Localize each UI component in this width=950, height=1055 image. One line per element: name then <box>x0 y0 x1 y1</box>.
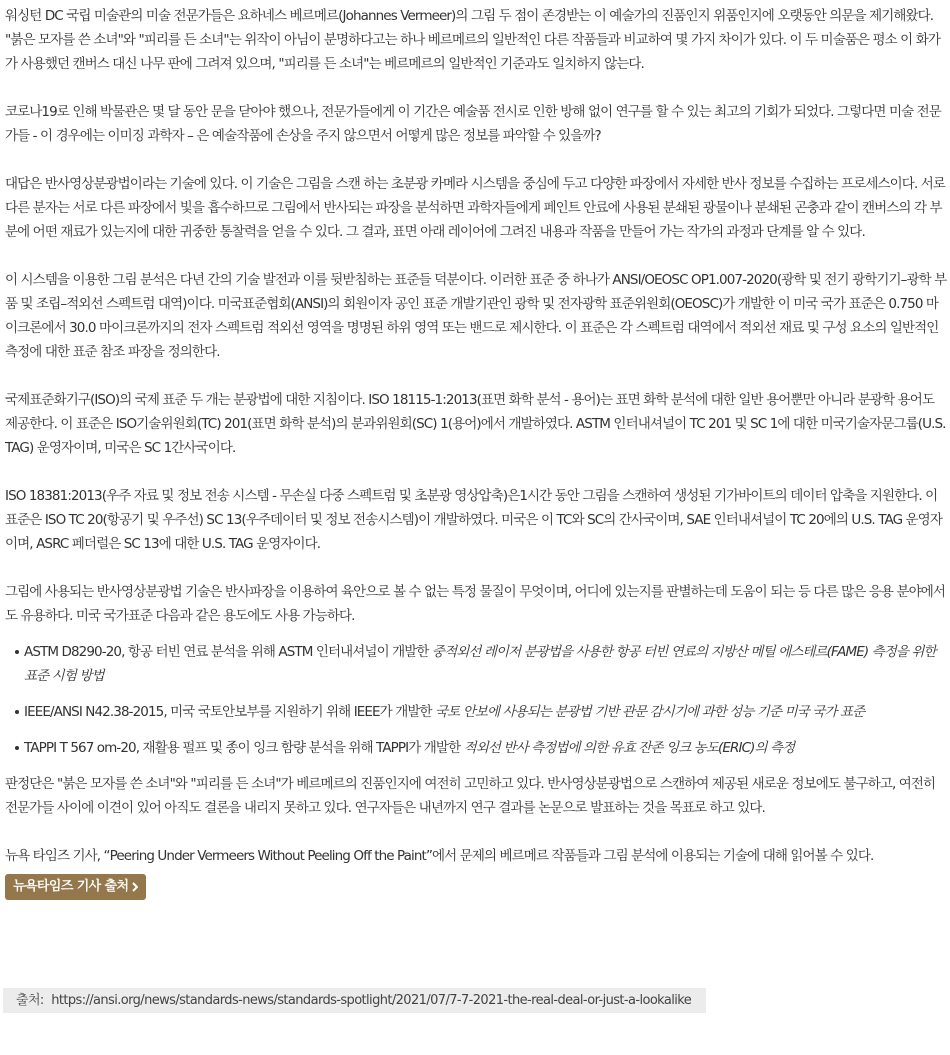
list-item-prefix: TAPPI T 567 om-20, 재활용 펄프 및 종이 잉크 함량 분석을 위해 TAPPI가 개발한 <box>24 740 464 756</box>
paragraph-ansi-standard: 이 시스템을 이용한 그림 분석은 다년 간의 기술 발전과 이를 뒷받침하는 표준들 덕분이다. 이러한 표준 중 하나가 ANSI/OEOSC OP1.007-2020(광학 및 전기 광학기기–광학 부품 및 조립–적외선 스펙트럼 대역)이다. 미국표준협회(ANSI)의 회원이자 공인 표준 개발기관인 광학 및 전자광학 표준위원회(OEOSC)가 개발한 이 미국 국가 표준은 0.750 마이크론에서 30.0 마이크론까지의 전자 스펙트럼 적외선 영역을 명명된 하위 영역 또는 밴드로 제시한다. 이 표준은 각 스펙트럼 대역에서 적외선 재료 및 구성 요소의 일반적인 측정에 대한 표준 참조 파장을 정의한다. <box>5 272 947 360</box>
paragraph-iso-18381: ISO 18381:2013(우주 자료 및 정보 전송 시스템 - 무손실 다중 스펙트럼 및 초분광 영상압축)은1시간 동안 그림을 스캔하여 생성된 기가바이트의 데이터 압축을 지원한다. 이 표준은 ISO TC 20(항공기 및 우주선) SC 13(우주데이터 및 정보 전송시스템)이 개발하였다. 미국은 이 TC와 SC의 간사국이며, SAE 인터내셔널이 TC 20에의 U.S. TAG 운영자이며, ASRC 페더럴은 SC 13에 대한 U.S. TAG 운영자이다. <box>5 488 942 552</box>
paragraph-technique: 대답은 반사영상분광법이라는 기술에 있다. 이 기술은 그림을 스캔 하는 초분광 카메라 시스템을 중심에 두고 다양한 파장에서 자세한 반사 정보를 수집하는 프로세스이다. 서로 다른 분자는 서로 다른 파장에서 빛을 흡수하므로 그림에서 반사되는 파장을 분석하면 과학자들에게 페인트 안료에 사용된 분쇄된 광물이나 분쇄된 곤충과 같이 캔버스의 각 부분에 어떤 재료가 있는지에 대한 귀중한 통찰력을 얻을 수 있다. 그 결과, 표면 아래 레이어에 그려진 내용과 작품을 만들어 가는 작가의 과정과 단계를 알 수 있다. <box>5 176 946 240</box>
article-body <box>5 4 949 900</box>
paragraph-applications: 그림에 사용되는 반사영상분광법 기술은 반사파장을 이용하여 육안으로 볼 수 없는 특정 물질이 무엇이며, 어디에 있는지를 판별하는데 도움이 되는 등 다른 많은 응용 분야에서도 유용하다. 미국 국가표준 다음과 같은 용도에도 사용 가능하다. <box>5 584 946 624</box>
source-citation <box>3 988 706 1013</box>
source-label: 출처: <box>16 993 44 1008</box>
list-item <box>15 700 949 724</box>
list-item <box>15 640 949 688</box>
chevron-right-icon <box>132 882 138 892</box>
nyt-source-button-label: 뉴욕타임즈 기사 출처 <box>13 879 129 894</box>
nyt-source-button[interactable] <box>5 874 146 900</box>
list-item <box>15 736 949 760</box>
list-item-title: 국토 안보에 사용되는 분광법 기반 관문 감시기에 과한 성능 기준 미국 국가 표준 <box>435 704 865 720</box>
paragraph-iso-standards: 국제표준화기구(ISO)의 국제 표준 두 개는 분광법에 대한 지침이다. ISO 18115-1:2013(표면 화학 분석 - 용어)는 표면 화학 분석에 대한 일반 용어뿐만 아니라 분광학 용어도 제공한다. 이 표준은 ISO기술위원회(TC) 201(표면 화학 분석)의 분과위원회(SC) 1(용어)에서 개발하였다. ASTM 인터내셔널이 TC 201 및 SC 1에 대한 미국기술자문그룹(U.S. TAG) 운영자이며, 미국은 SC 1간사국이다. <box>5 392 946 456</box>
standards-list <box>5 640 949 760</box>
paragraph-verdict: 판정단은 "붉은 모자를 쓴 소녀"와 "피리를 든 소녀"가 베르메르의 진품인지에 여전히 고민하고 있다. 반사영상분광법으로 스캔하여 제공된 새로운 정보에도 불구하고, 여전히 전문가들 사이에 이견이 있어 아직도 결론을 내리지 못하고 있다. 연구자들은 내년까지 연구 결과를 논문으로 발표하는 것을 목표로 하고 있다. <box>5 776 936 816</box>
list-item-prefix: IEEE/ANSI N42.38-2015, 미국 국토안보부를 지원하기 위해 IEEE가 개발한 <box>24 704 436 720</box>
paragraph-covid: 코로나19로 인해 박물관은 몇 달 동안 문을 닫아야 했으나, 전문가들에게 이 기간은 예술품 전시로 인한 방해 없이 연구를 할 수 있는 최고의 기회가 되었다. 그렇다면 미술 전문가들 - 이 경우에는 이미징 과학자 – 은 예술작품에 손상을 주지 않으면서 어떻게 많은 정보를 파악할 수 있을까? <box>5 104 941 144</box>
list-item-title: 적외선 반사 측정법에 의한 유효 잔존 잉크 농도(ERIC)의 측정 <box>463 740 795 756</box>
paragraph-intro: 워싱턴 DC 국립 미술관의 미술 전문가들은 요하네스 베르메르(Johannes Vermeer)의 그림 두 점이 존경받는 이 예술가의 진품인지 위품인지에 오랫동안 의문을 제기해왔다. "붉은 모자를 쓴 소녀"와 "피리를 든 소녀"는 위작이 아님이 분명하다고는 하나 베르메르의 일반적인 다른 작품들과 비교하여 몇 가지 차이가 있다. 이 두 미술품은 평소 이 화가가 사용했던 캔버스 대신 나무 판에 그려져 있으며, "피리를 든 소녀"는 베르메르의 일반적인 기준과도 일치하지 않는다. <box>5 8 940 72</box>
source-url[interactable]: https://ansi.org/news/standards-news/standards-spotlight/2021/07/7-7-2021-the-real-deal-or-just-a-lookalike <box>51 993 692 1008</box>
list-item-prefix: ASTM D8290-20, 항공 터빈 연료 분석을 위해 ASTM 인터내셔널이 개발한 <box>24 644 432 660</box>
paragraph-nyt-reference: 뉴욕 타임즈 기사, “Peering Under Vermeers Without Peeling Off the Paint”에서 문제의 베르메르 작품들과 그림 분석에 이용되는 기술에 대해 읽어볼 수 있다. <box>5 848 874 864</box>
list-item-title: 중적외선 레이저 분광법을 사용한 항공 터빈 연료의 지방산 메틸 에스테르(FAME) 측정을 위한 표준 시험 방법 <box>24 644 936 684</box>
